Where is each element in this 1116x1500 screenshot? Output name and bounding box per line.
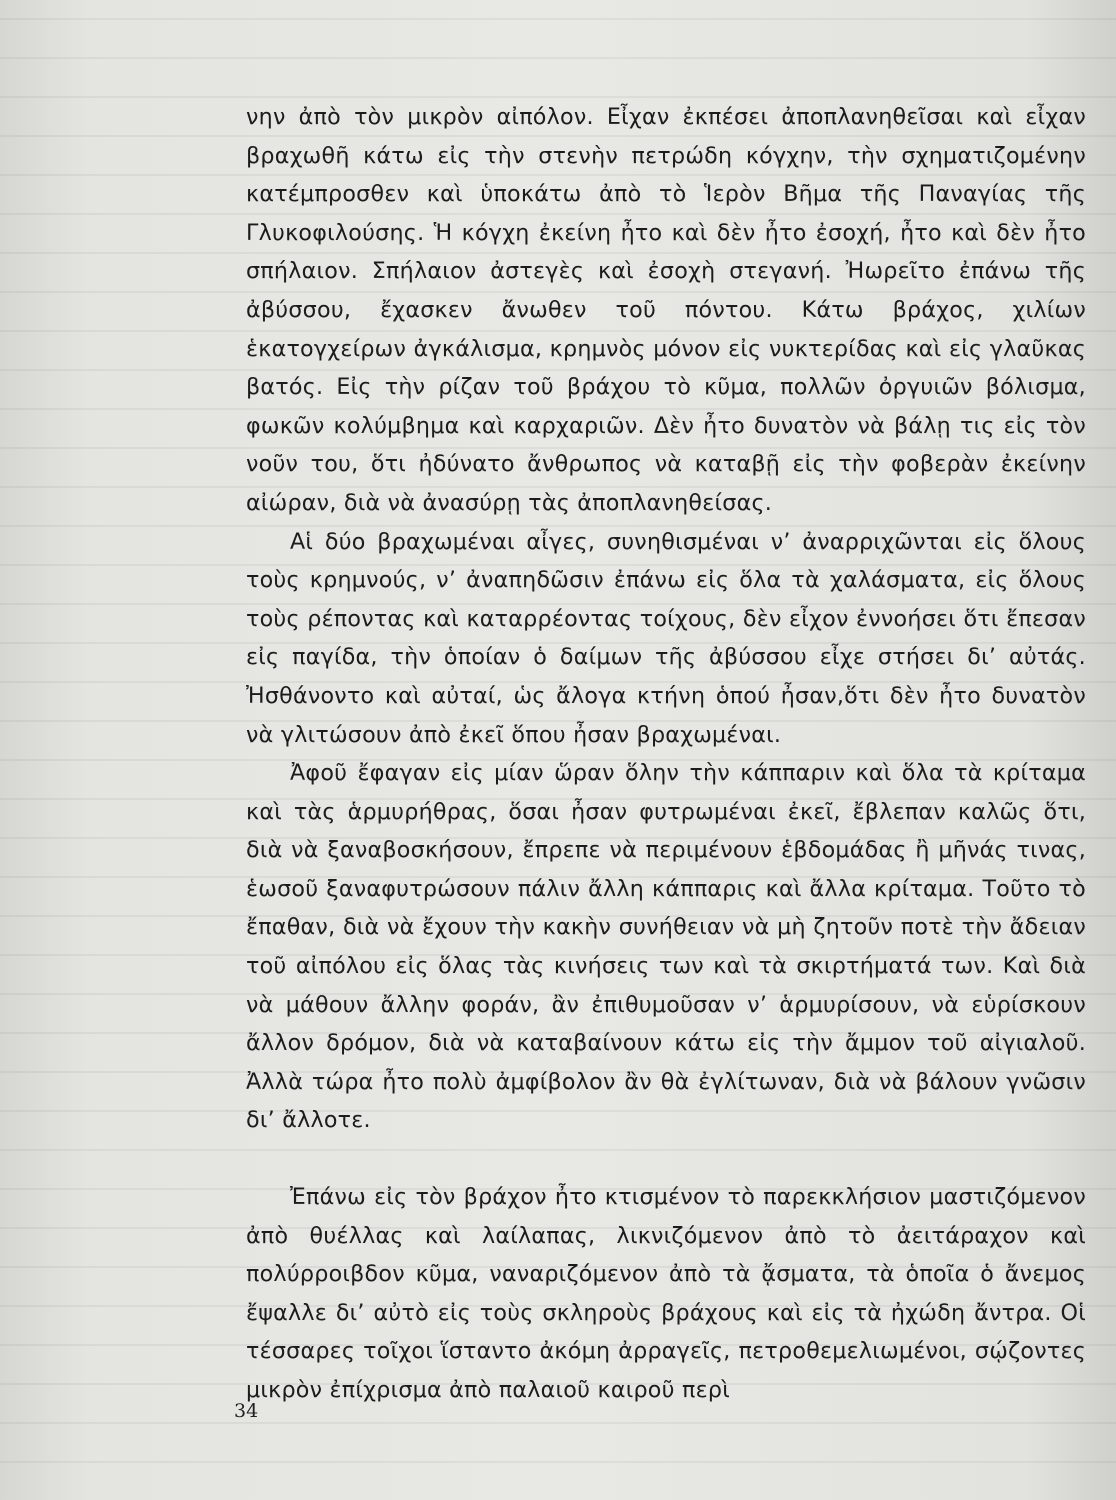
paragraph-2: Αἱ δύο βραχωμέναι αἶγες, συνηθισμέναι ν’ ἀναρριχῶνται εἰς ὅλους τοὺς κρημνούς, ν’ ἀναπηδῶσιν ἐπάνω εἰς ὅλα τὰ χαλάσματα, εἰς ὅλους τοὺς ρέποντας καὶ καταρρέοντας τοίχους, δὲν εἶχον ἐννοήσει ὅτι ἔπεσαν εἰς παγίδα, τὴν ὁποίαν ὁ δαίμων τῆς ἀβύσσου εἶχε στήσει δι’ αὐτάς. Ἠσθάνοντο καὶ αὐταί, ὡς ἄλογα κτήνη ὁπού ἦσαν,ὅτι δὲν ἦτο δυνατὸν νὰ γλιτώσουν ἀπὸ ἐκεῖ ὅπου ἦσαν βραχωμέναι. bbox=[246, 528, 1086, 748]
paragraph-3: Ἀφοῦ ἔφαγαν εἰς μίαν ὥραν ὅλην τὴν κάππαριν καὶ ὅλα τὰ κρίταμα καὶ τὰς ἁρμυρήθρας, ὅσαι ἦσαν φυτρωμέναι ἐκεῖ, ἔβλεπαν καλῶς ὅτι, διὰ νὰ ξαναβοσκήσουν, ἔπρεπε νὰ περιμένουν ἑβδομάδας ἢ μῆνάς τινας, ἑωσοῦ ξαναφυτρώσουν πάλιν ἄλλη κάππαρις καὶ ἄλλα κρίταμα. Τοῦτο τὸ ἔπαθαν, διὰ νὰ ἔχουν τὴν κακὴν συνήθειαν νὰ μὴ ζητοῦν ποτὲ τὴν ἄδειαν τοῦ αἰπόλου εἰς ὅλας τὰς κινήσεις των καὶ τὰ σκιρτήματά των. Καὶ διὰ νὰ μάθουν ἄλλην φοράν, ἂν ἐπιθυμοῦσαν ν’ ἁρμυρίσουν, νὰ εὑρίσκουν ἄλλον δρόμον, διὰ νὰ καταβαίνουν κάτω εἰς τὴν ἄμμον τοῦ αἰγιαλοῦ. Ἀλλὰ τώρα ἦτο πολὺ ἀμφίβολον ἂν θὰ ἐγλίτωναν, διὰ νὰ βάλουν γνῶσιν δι’ ἄλλοτε. bbox=[246, 760, 1086, 1134]
paragraph-1: νην ἀπὸ τὸν μικρὸν αἰπόλον. Εἶχαν ἐκπέσει ἀποπλανηθεῖσαι καὶ εἶχαν βραχωθῆ κάτω εἰς τὴν στενὴν πετρώδη κόγχην, τὴν σχηματιζομένην κατέμπροσθεν καὶ ὑποκάτω ἀπὸ τὸ Ἱερὸν Βῆμα τῆς Παναγίας τῆς Γλυκοφιλούσης. Ἡ κόγχη ἐκείνη ἦτο καὶ δὲν ἦτο ἐσοχή, ἦτο καὶ δὲν ἦτο σπήλαιον. Σπήλαιον ἀστεγὲς καὶ ἐσοχὴ στεγανή. Ἠωρεῖτο ἐπάνω τῆς ἀβύσσου, ἔχασκεν ἄνωθεν τοῦ πόντου. Κάτω βράχος, χιλίων ἑκατογχείρων ἀγκάλισμα, κρημνὸς μόνον εἰς νυκτερίδας καὶ εἰς γλαῦκας βατός. Εἰς τὴν ρίζαν τοῦ βράχου τὸ κῦμα, πολλῶν ὀργυιῶν βόλισμα, φωκῶν κολύμβημα καὶ καρχαριῶν. Δὲν ἦτο δυνατὸν νὰ βάλῃ τις εἰς τὸν νοῦν του, ὅτι ἠδύνατο ἄνθρωπος νὰ καταβῇ εἰς τὴν φοβερὰν ἐκείνην αἰώραν, διὰ νὰ ἀνασύρῃ τὰς ἀποπλανηθείσας. bbox=[246, 104, 1086, 516]
body-text bbox=[246, 98, 1086, 1410]
paragraph-4: Ἐπάνω εἰς τὸν βράχον ἦτο κτισμένον τὸ παρεκκλήσιον μαστιζόμενον ἀπὸ θυέλλας καὶ λαίλαπας, λικνιζόμενον ἀπὸ τὸ ἀειτάραχον καὶ πολύρροιβδον κῦμα, ναναριζόμενον ἀπὸ τὰ ᾄσματα, τὰ ὁποῖα ὁ ἄνεμος ἔψαλλε δι’ αὐτὸ εἰς τοὺς σκληροὺς βράχους καὶ εἰς τὰ ἠχώδη ἄντρα. Οἱ τέσσαρες τοῖχοι ἵσταντο ἀκόμη ἀρραγεῖς, πετροθεμελιωμένοι, σῴζοντες μικρὸν ἐπίχρισμα ἀπὸ παλαιοῦ καιροῦ περὶ bbox=[246, 1184, 1086, 1403]
page-number: 34 bbox=[234, 1400, 259, 1422]
